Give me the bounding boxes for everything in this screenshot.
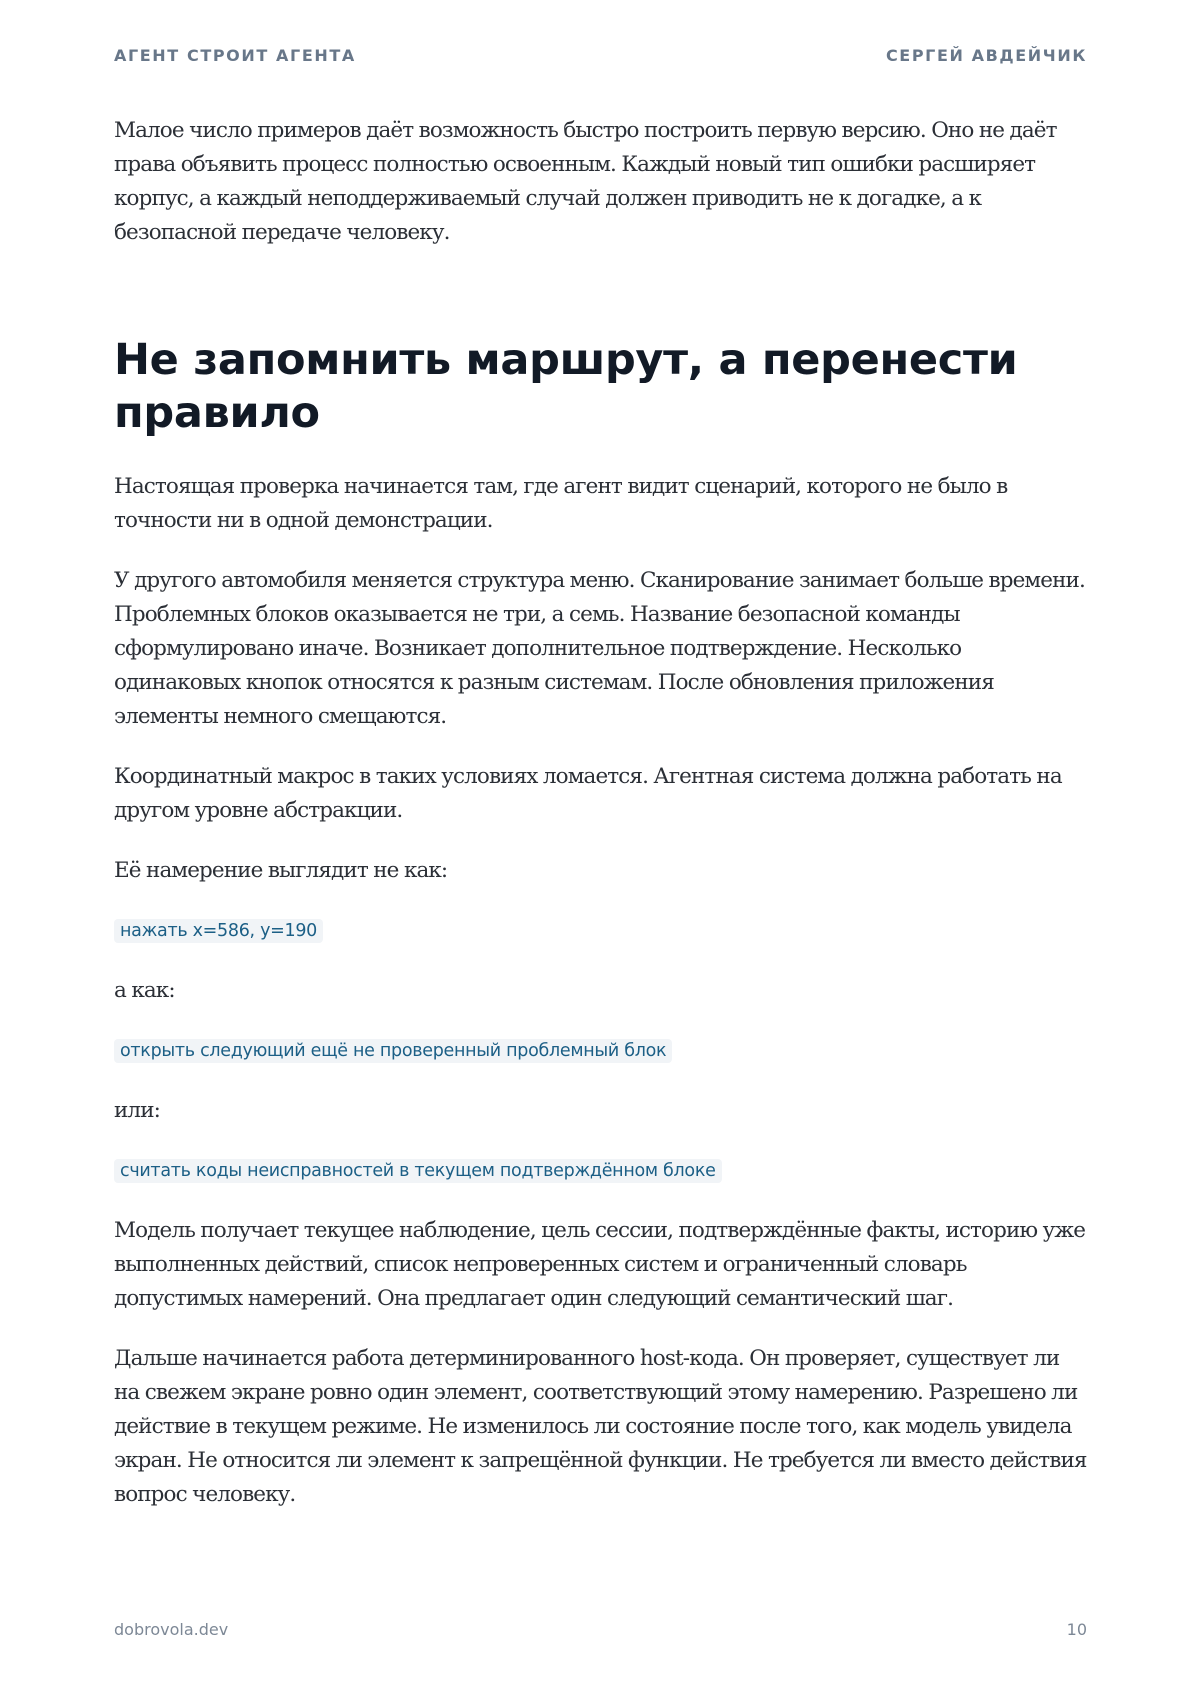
footer-site: dobrovola.dev xyxy=(114,1620,229,1639)
section-heading: Не запомнить маршрут, а перенести правило xyxy=(114,335,1018,438)
paragraph: У другого автомобиля меняется структура меню. Сканирование занимает больше времени. Проблемных блоков оказывается не три, а семь. Название безопасной команды сформулировано иначе. Возникает дополнительное подтверждение. Несколько одинаковых кнопок относятся к разным системам. После обновления приложения элементы немного смещаются. xyxy=(114,568,1085,729)
code-example xyxy=(114,1154,1087,1188)
running-header xyxy=(114,46,1087,65)
inline-code: открыть следующий ещё не проверенный проблемный блок xyxy=(114,1039,672,1063)
paragraph: Её намерение выглядит не как: xyxy=(114,858,448,883)
code-example xyxy=(114,1034,1087,1068)
paragraph: Координатный макрос в таких условиях ломается. Агентная система должна работать на другом уровне абстракции. xyxy=(114,764,1062,823)
paragraph: Малое число примеров даёт возможность быстро построить первую версию. Оно не даёт права объявить процесс полностью освоенным. Каждый новый тип ошибки расширяет корпус, а каждый неподдерживаемый случай должен приводить не к догадке, а к безопасной передаче человеку. xyxy=(114,118,1057,245)
paragraph: Настоящая проверка начинается там, где агент видит сценарий, которого не было в точности ни в одной демонстрации. xyxy=(114,474,1008,533)
page-content xyxy=(114,114,1087,1538)
inline-code: нажать x=586, y=190 xyxy=(114,919,323,943)
page-number: 10 xyxy=(1066,1620,1087,1639)
header-book-title: АГЕНТ СТРОИТ АГЕНТА xyxy=(114,46,356,65)
paragraph: Модель получает текущее наблюдение, цель сессии, подтверждённые факты, историю уже выполненных действий, список непроверенных систем и ограниченный словарь допустимых намерений. Она предлагает один следующий семантический шаг. xyxy=(114,1218,1086,1311)
header-author: СЕРГЕЙ АВДЕЙЧИК xyxy=(885,46,1087,65)
paragraph: Дальше начинается работа детерминированного host-кода. Он проверяет, существует ли на свежем экране ровно один элемент, соответствующий этому намерению. Разрешено ли действие в текущем режиме. Не изменилось ли состояние после того, как модель увидела экран. Не относится ли элемент к запрещённой функции. Не требуется ли вместо действия вопрос человеку. xyxy=(114,1346,1087,1507)
code-example xyxy=(114,914,1087,948)
paragraph: а как: xyxy=(114,978,175,1003)
paragraph: или: xyxy=(114,1098,160,1123)
running-footer xyxy=(114,1620,1087,1639)
inline-code: считать коды неисправностей в текущем подтверждённом блоке xyxy=(114,1159,722,1183)
